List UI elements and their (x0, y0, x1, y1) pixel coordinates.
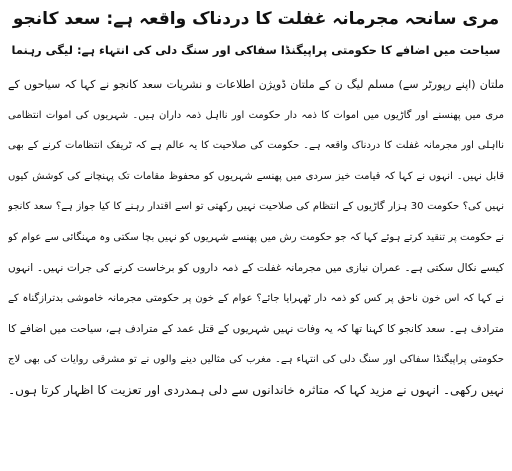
article-body (8, 70, 504, 406)
body-line: نہیں کی؟ حکومت 30 ہزار گاڑیوں کے انتظام کی صلاحیت نہیں رکھتی تو اسے اقتدار رہنے کا کیا جواز ہے؟ سعد کانجو (8, 201, 504, 212)
body-line: نااہلی اور مجرمانہ غفلت کا دردناک واقعہ ہے۔ حکومت کی صلاحیت کا یہ عالم ہے کہ ٹریفک انتظامات کرنے کے بھی (8, 140, 504, 151)
body-line: نے حکومت پر تنقید کرتے ہوئے کہا کہ جو حکومت رش میں پھنسے شہریوں کو نہیں بچا سکتی وہ مہنگائی سے عوام کو (8, 231, 504, 243)
article-subheadline: سیاحت میں اضافے کا حکومتی پراپیگنڈا سفاکی اور سنگ دلی کی انتہاء ہے: لیگی رہنما (11, 43, 501, 57)
body-line: ملتان (اپنے رپورٹر سے) مسلم لیگ ن کے ملتان ڈویژن اطلاعات و نشریات سعد کانجو نے کہا کہ سیاحوں کے (8, 78, 504, 91)
body-line: نہیں رکھی۔ انہوں نے مزید کہا کہ متاثرہ خاندانوں سے دلی ہمدردی اور تعزیت کا اظہار کرتا ہوں۔ (8, 383, 504, 397)
body-line: مترادف ہے۔ سعد کانجو کا کہنا تھا کہ یہ وفات نہیں شہریوں کے قتل عمد کے مترادف ہے، سیاحت میں اضافے کا (8, 323, 504, 335)
body-line: نے کہا کہ اس خون ناحق پر کس کو ذمہ دار ٹھہرایا جائے؟ عوام کے خون پر حکومتی مجرمانہ خاموشی بدترازگناہ کے (8, 292, 504, 304)
body-line: مری میں پھنسنے اور گاڑیوں میں اموات کا ذمہ دار حکومت اور نااہل ذمہ داران ہیں۔ شہریوں کی اموات انتظامی (8, 109, 504, 121)
body-line: حکومتی پراپیگنڈا سفاکی اور سنگ دلی کی انتہاء ہے۔ مغرب کی مثالیں دینے والوں نے تو مشرقی روایات کی بھی لاج (8, 353, 504, 365)
body-line: کیسے نکال سکتی ہے۔ عمران نیازی میں مجرمانہ غفلت کے ذمہ داروں کو برخاست کرنے کی جرات نہیں۔ انہوں (8, 262, 504, 274)
body-line: قابل نہیں۔ انہوں نے کہا کہ قیامت خیز سردی میں پھنسے شہریوں کو محفوظ مقامات تک پہنچانے کی کوشش کیوں (8, 170, 504, 182)
article-headline: مری سانحہ مجرمانہ غفلت کا دردناک واقعہ ہے: سعد کانجو (12, 9, 500, 29)
